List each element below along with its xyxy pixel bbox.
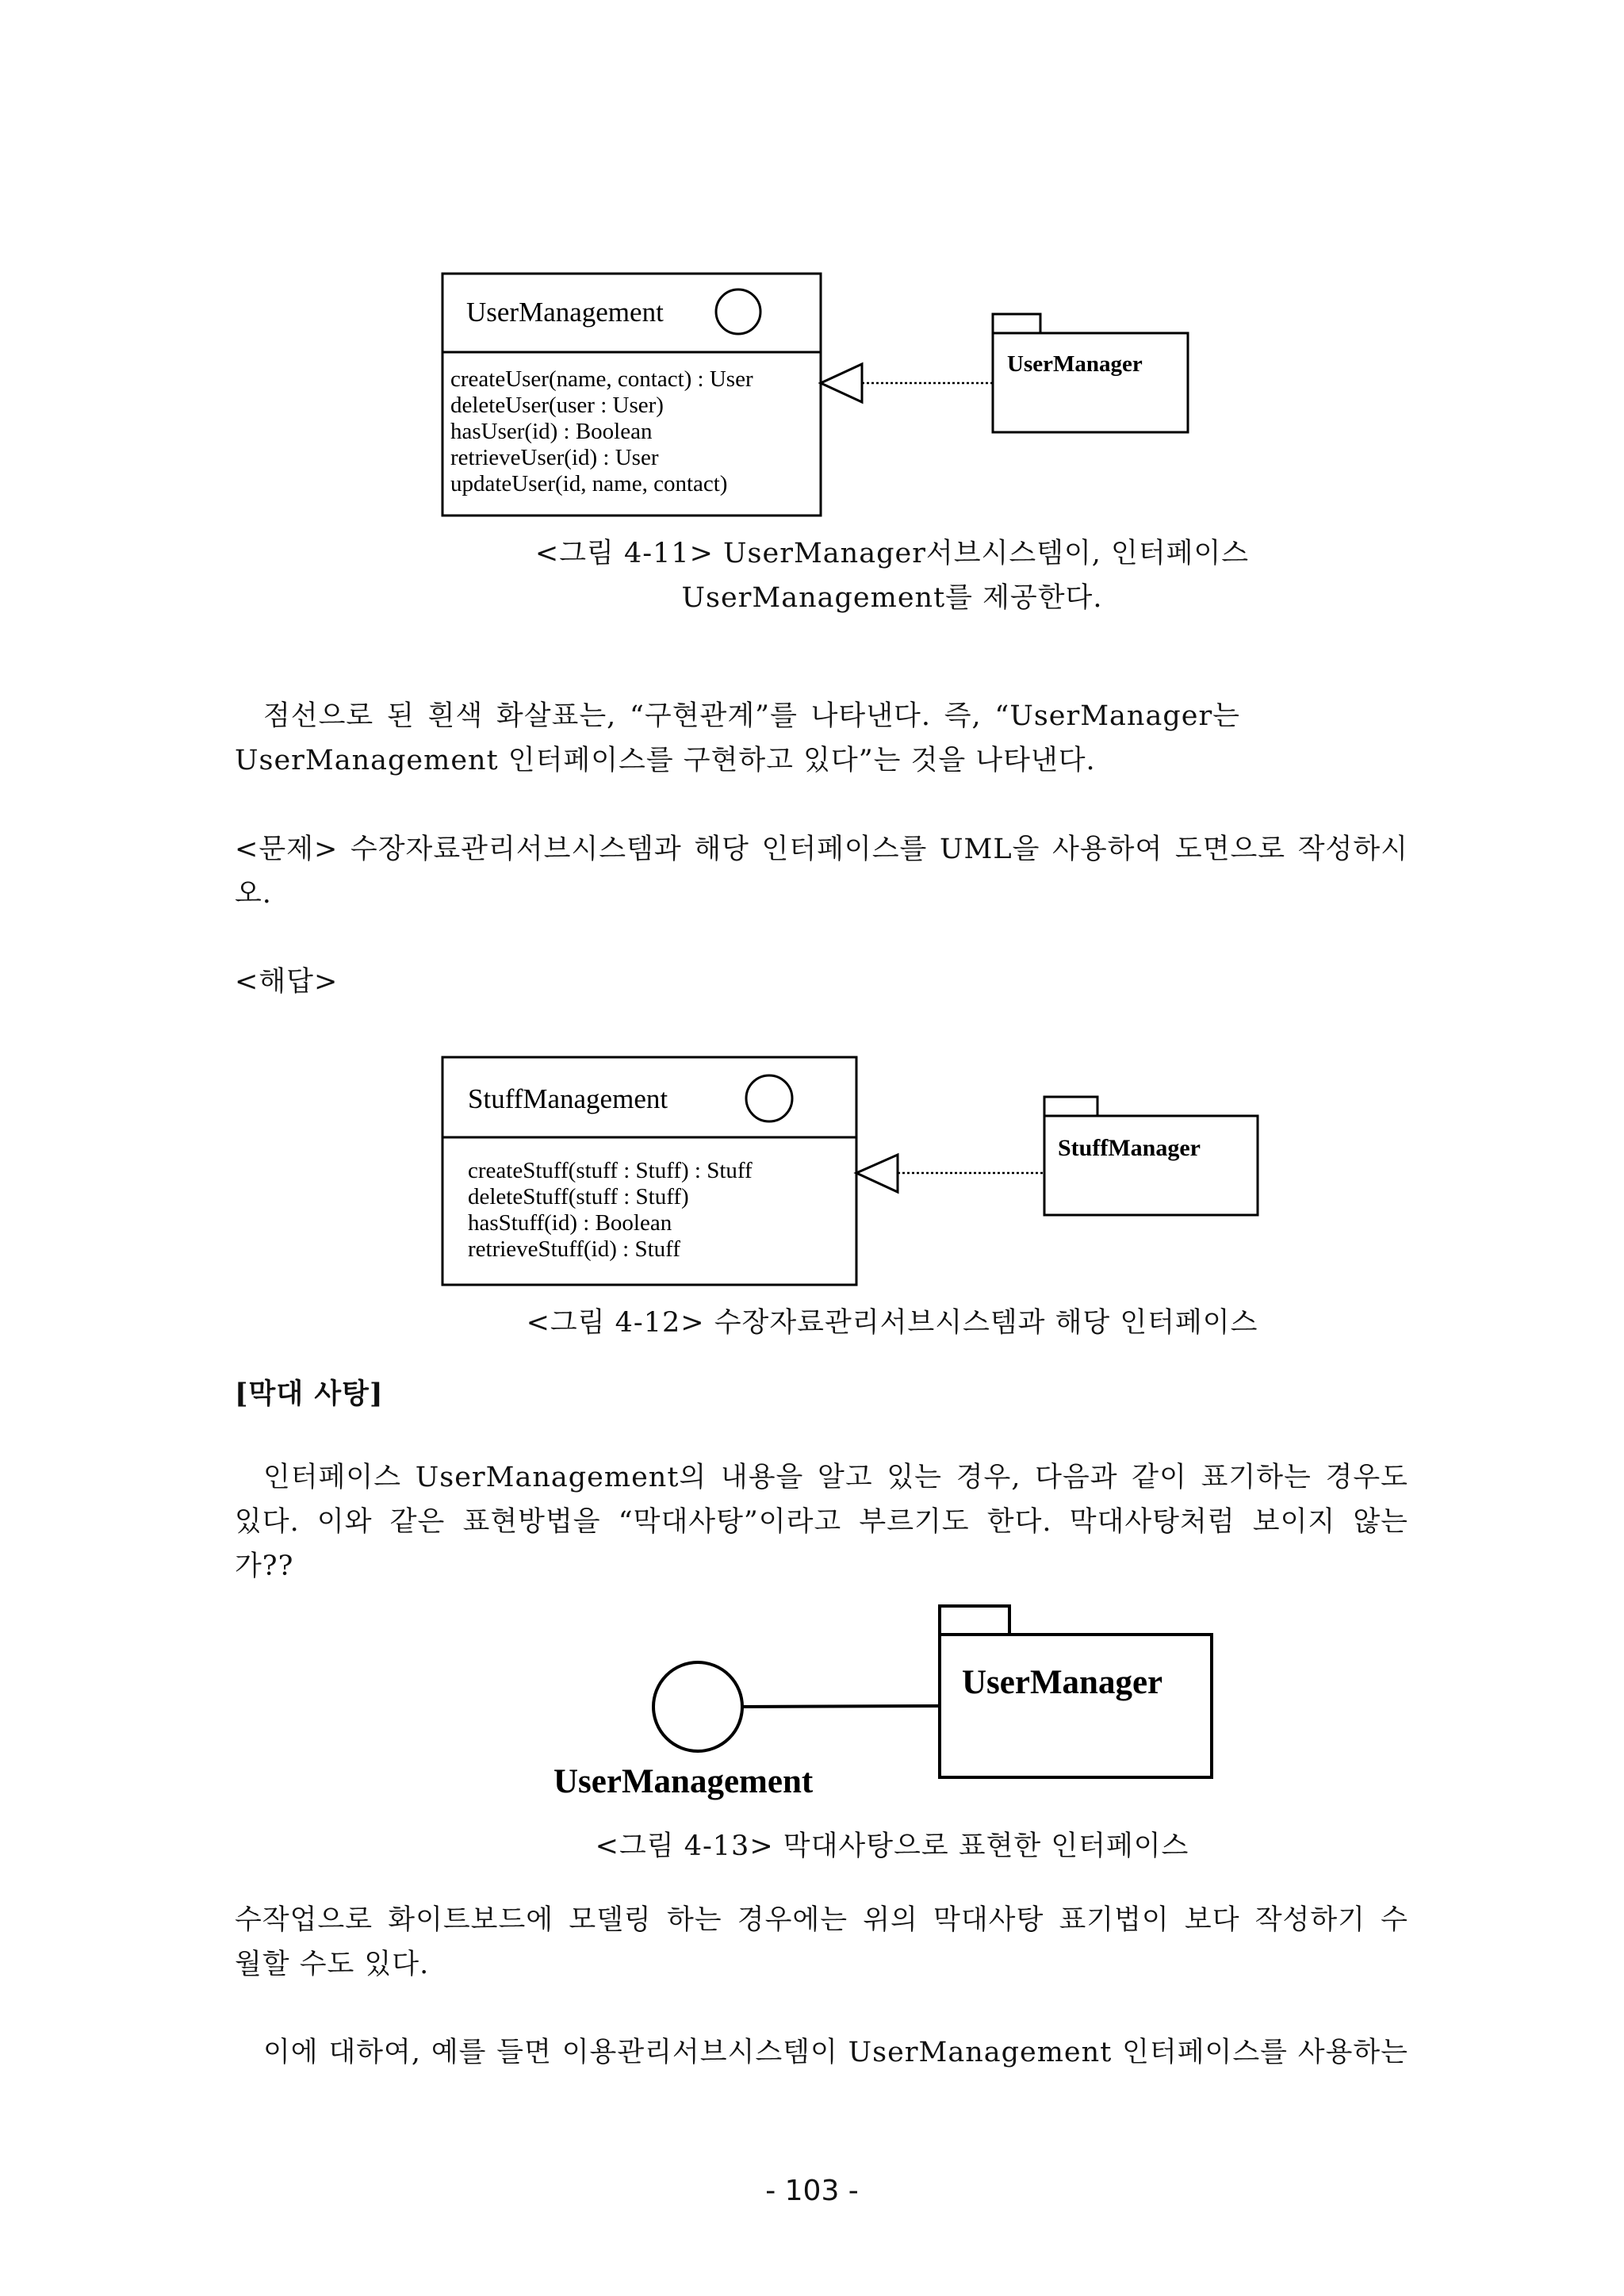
package-box: [1044, 1116, 1258, 1215]
interface-name: UserManagement: [553, 1763, 814, 1800]
package-name: StuffManager: [1058, 1135, 1201, 1161]
operation: deleteStuff(stuff : Stuff): [468, 1184, 689, 1209]
realization-arrowhead: [821, 364, 862, 402]
paragraph-line: 이에 대하여, 예를 들면 이용관리서브시스템이 UserManagement 인터페이스를 사용하는: [263, 2037, 1408, 2068]
paragraph-lollipop: [235, 1455, 1408, 1589]
operation: hasStuff(id) : Boolean: [468, 1210, 672, 1236]
package-box: [993, 333, 1188, 432]
package-name: UserManager: [1007, 351, 1143, 377]
realization-arrowhead: [856, 1155, 898, 1192]
figure-4-11-diagram: [428, 262, 1205, 523]
section-heading: [막대 사탕]: [235, 1378, 384, 1410]
paragraph-line: 가??: [235, 1550, 294, 1582]
paragraph-line: UserManagement 인터페이스를 구현하고 있다”는 것을 나타낸다.: [235, 745, 1096, 776]
interface-circle-icon: [716, 289, 760, 334]
answer-label: <해답>: [235, 966, 339, 998]
package-tab: [1044, 1097, 1097, 1116]
question-line: 오.: [235, 878, 272, 910]
question-line: <문제> 수장자료관리서브시스템과 해당 인터페이스를 UML을 사용하여 도면으로 작성하시: [235, 834, 1408, 865]
figure-4-13-caption: <그림 4-13> 막대사탕으로 표현한 인터페이스: [595, 1830, 1189, 1862]
paragraph-line: 수작업으로 화이트보드에 모델링 하는 경우에는 위의 막대사탕 표기법이 보다 작성하기 수: [235, 1904, 1408, 1936]
figure-4-11-caption: [317, 531, 1467, 620]
paragraph-line: 점선으로 된 흰색 화살표는, “구현관계”를 나타낸다. 즉, “UserManager는: [263, 700, 1240, 732]
caption-line: <그림 4-11> UserManager서브시스템이, 인터페이스: [534, 538, 1250, 569]
package-name: UserManager: [962, 1664, 1163, 1701]
lollipop-connector: [742, 1706, 940, 1707]
paragraph-line: 인터페이스 UserManagement의 내용을 알고 있는 경우, 다음과 같이 표기하는 경우도: [263, 1462, 1408, 1493]
figure-4-12-diagram: [428, 1043, 1277, 1297]
operation: updateUser(id, name, contact): [450, 471, 728, 496]
paragraph-whiteboard: [235, 1898, 1408, 1987]
interface-circle-icon: [746, 1075, 792, 1121]
operation: createStuff(stuff : Stuff) : Stuff: [468, 1158, 753, 1183]
paragraph-line: 있다. 이와 같은 표현방법을 “막대사탕”이라고 부르기도 한다. 막대사탕처럼 보이지 않는: [235, 1506, 1408, 1538]
question-block: [235, 827, 1408, 916]
operation: retrieveUser(id) : User: [450, 445, 659, 470]
paragraph-realization: [235, 694, 1408, 783]
operation: deleteUser(user : User): [450, 393, 664, 418]
paragraph-line: 월할 수도 있다.: [235, 1949, 430, 1980]
figure-4-12-caption: <그림 4-12> 수장자료관리서브시스템과 해당 인터페이스: [526, 1307, 1258, 1339]
lollipop-interface-icon: [653, 1662, 742, 1751]
package-tab: [940, 1606, 1009, 1635]
operation: createUser(name, contact) : User: [450, 366, 753, 392]
paragraph-usage: [235, 2030, 1408, 2075]
interface-name: StuffManagement: [468, 1083, 668, 1114]
package-box: [940, 1635, 1212, 1777]
caption-line: UserManagement를 제공한다.: [681, 582, 1103, 614]
page-number: - 103 -: [765, 2175, 859, 2207]
figure-4-13-diagram: [539, 1590, 1237, 1812]
operation: retrieveStuff(id) : Stuff: [468, 1236, 680, 1262]
interface-name: UserManagement: [466, 297, 664, 328]
package-tab: [993, 314, 1040, 333]
operation: hasUser(id) : Boolean: [450, 419, 653, 444]
